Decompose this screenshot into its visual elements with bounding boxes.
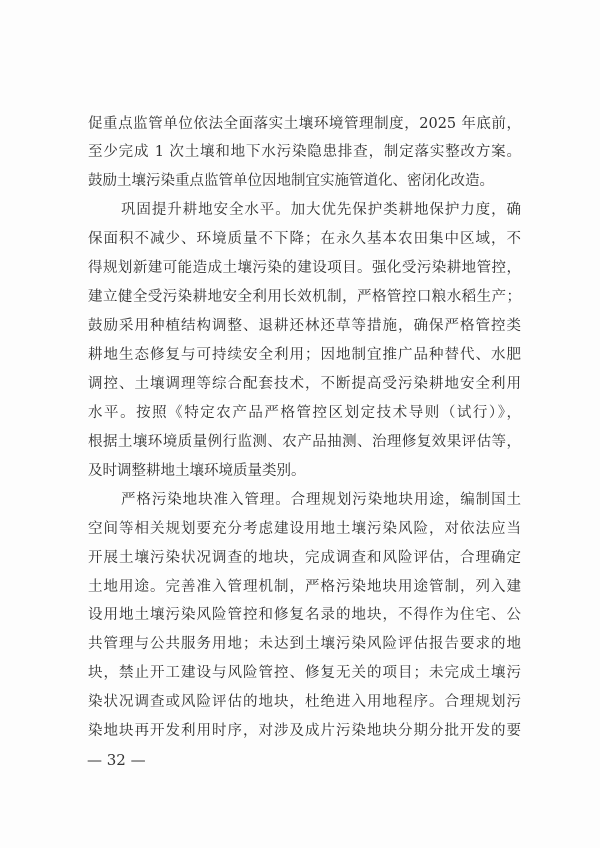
text-line: 根据土壤环境质量例行监测、农产品抽测、治理修复效果评估等，	[88, 433, 521, 450]
text-line: 得规划新建可能造成土壤污染的建设项目。强化受污染耕地管控，	[88, 260, 521, 277]
text-line: 染地块再开发利用时序，对涉及成片污染地块分期分批开发的要	[88, 723, 521, 740]
text-line: 及时调整耕地土壤环境质量类别。	[88, 462, 306, 479]
text-line: 至少完成 1 次土壤和地下水污染隐患排查，制定落实整改方案。	[88, 144, 521, 161]
text-line: 土地用途。完善准入管理机制，严格污染地块用途管制，列入建	[88, 578, 521, 595]
text-line: 促重点监管单位依法全面落实土壤环境管理制度，2025 年底前，	[88, 115, 521, 132]
body-text	[88, 110, 521, 747]
text-line: 鼓励采用种植结构调整、退耕还林还草等措施，确保严格管控类	[88, 318, 521, 335]
text-line: 调控、土壤调理等综合配套技术，不断提高受污染耕地安全利用	[88, 375, 521, 392]
text-line: 空间等相关规划要充分考虑建设用地土壤污染风险，对依法应当	[88, 520, 521, 537]
page-number: — 32 —	[87, 751, 146, 769]
paragraph-start-farmland-safety: 巩固提升耕地安全水平。加大优先保护类耕地保护力度，确	[121, 202, 521, 219]
text-line: 块，禁止开工建设与风险管控、修复无关的项目；未完成土壤污	[88, 665, 521, 682]
text-line: 保面积不减少、环境质量不下降；在永久基本农田集中区域，不	[88, 231, 521, 248]
paragraph-start-contaminated-land: 严格污染地块准入管理。合理规划污染地块用途，编制国土	[121, 491, 521, 508]
text-line: 设用地土壤污染风险管控和修复名录的地块，不得作为住宅、公	[88, 607, 521, 624]
text-line: 建立健全受污染耕地安全利用长效机制，严格管控口粮水稻生产；	[88, 289, 521, 306]
text-line: 染状况调查或风险评估的地块，杜绝进入用地程序。合理规划污	[88, 694, 521, 711]
text-line: 开展土壤污染状况调查的地块，完成调查和风险评估，合理确定	[88, 549, 521, 566]
text-line: 耕地生态修复与可持续安全利用；因地制宜推广品种替代、水肥	[88, 347, 521, 363]
text-line: 共管理与公共服务用地；未达到土壤污染风险评估报告要求的地	[88, 636, 521, 653]
text-line: 水平。按照《特定农产品严格管控区划定技术导则（试行）》，	[88, 404, 521, 421]
text-line: 鼓励土壤污染重点监管单位因地制宜实施管道化、密闭化改造。	[88, 173, 494, 190]
